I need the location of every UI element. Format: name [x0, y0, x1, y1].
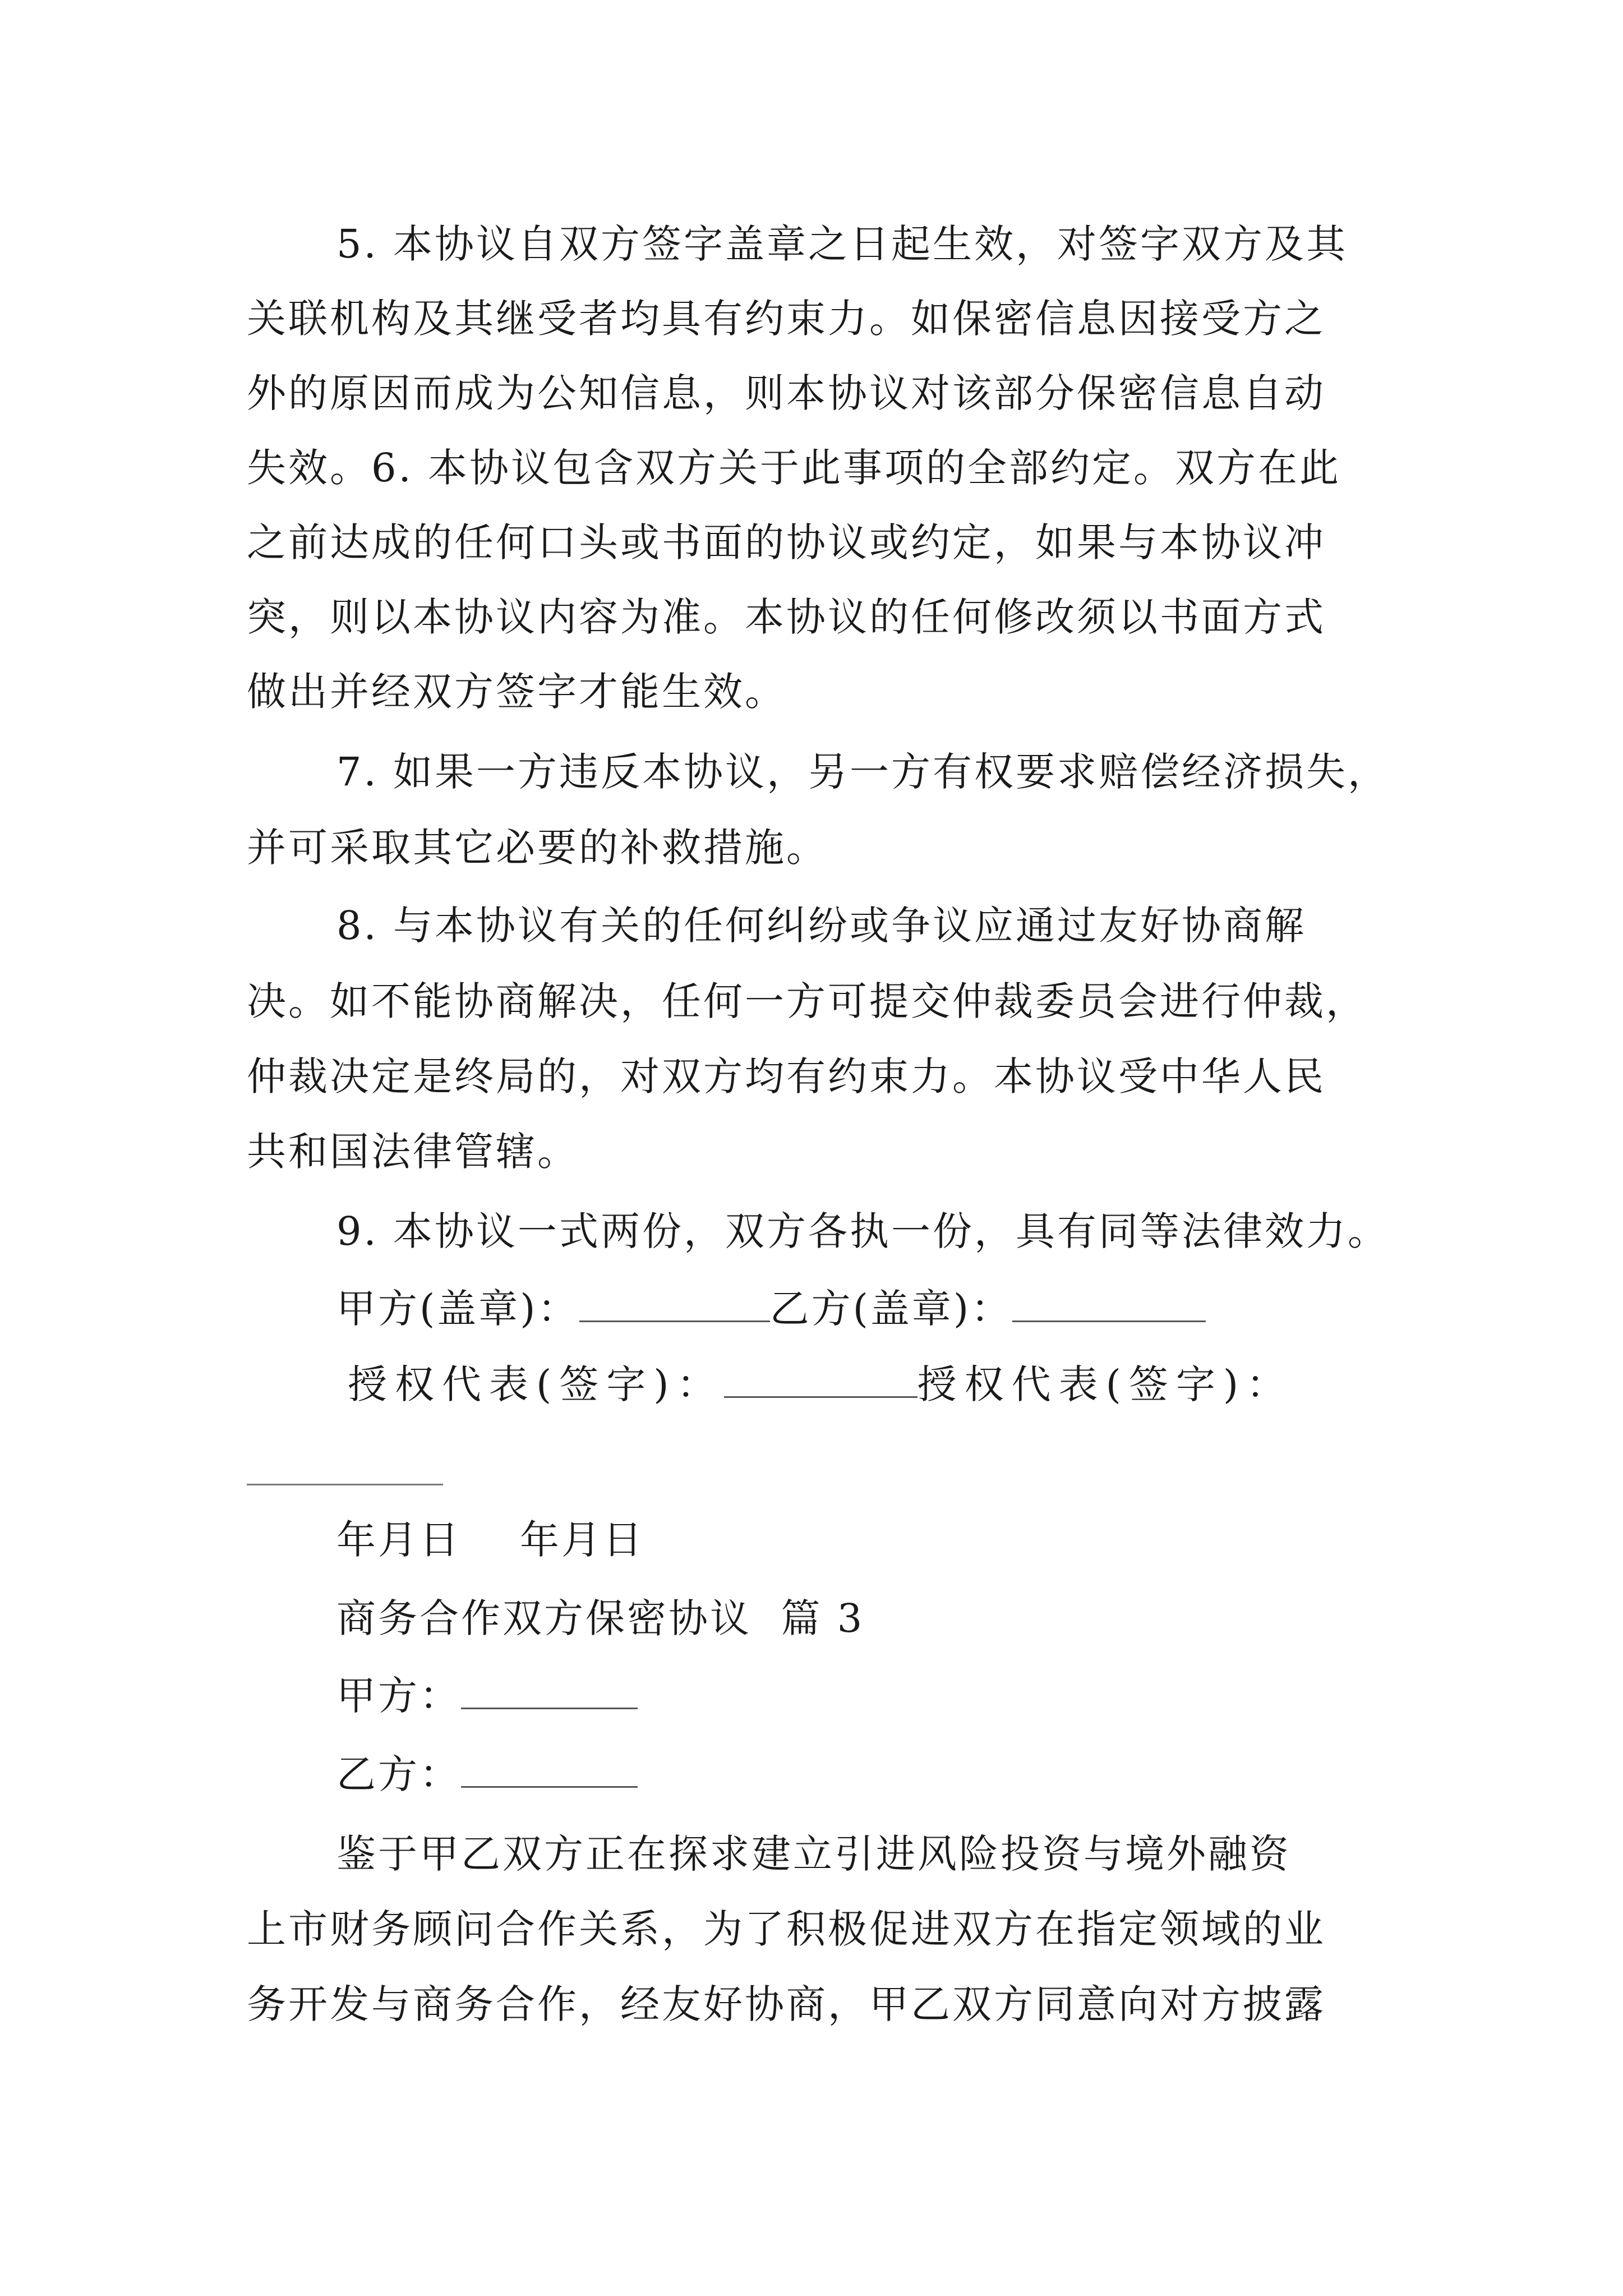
text-line: 9. 本协议一式两份，双方各执一份，具有同等法律效力。 [336, 1208, 1390, 1254]
text-line: 上市财务顾问合作关系，为了积极促进双方在指定领域的业 [247, 1906, 1326, 1952]
date-line: 年月日 年月日 [336, 1517, 645, 1563]
text-line: 5. 本协议自双方签字盖章之日起生效，对签字双方及其 [336, 221, 1348, 267]
party-a-seal-row [336, 1286, 1206, 1332]
text-line: 失效。6. 本协议包含双方关于此事项的全部约定。双方在此 [247, 445, 1341, 491]
representative-row [348, 1361, 1294, 1407]
party-a-seal-blank [579, 1289, 770, 1322]
rep-b-label: 授权代表(签字)： [917, 1361, 1294, 1407]
party-b-blank [461, 1755, 638, 1788]
rep-a-label: 授权代表(签字)： [348, 1361, 724, 1407]
party-b-seal-label: 乙方(盖章)： [769, 1286, 1013, 1332]
text-line: 8. 与本协议有关的任何纠纷或争议应通过友好协商解 [336, 903, 1307, 949]
party-b-label: 乙方： [336, 1751, 461, 1797]
text-line: 决。如不能协商解决，任何一方可提交仲裁委员会进行仲裁， [247, 978, 1367, 1024]
text-line: 共和国法律管辖。 [247, 1129, 579, 1175]
text-line: 鉴于甲乙双方正在探求建立引进风险投资与境外融资 [336, 1831, 1291, 1877]
rep-a-blank [724, 1365, 917, 1398]
text-line: 做出并经双方签字才能生效。 [247, 669, 786, 715]
party-a-label: 甲方： [336, 1673, 461, 1719]
rep-b-blank [247, 1484, 443, 1485]
text-line: 之前达成的任何口头或书面的协议或约定，如果与本协议冲 [247, 519, 1326, 565]
text-line: 并可采取其它必要的补救措施。 [247, 825, 828, 871]
text-line: 务开发与商务合作，经友好协商，甲乙双方同意向对方披露 [247, 1981, 1326, 2027]
text-line: 仲裁决定是终局的，对双方均有约束力。本协议受中华人民 [247, 1053, 1326, 1099]
party-a-blank [461, 1676, 638, 1709]
text-line: 关联机构及其继受者均具有约束力。如保密信息因接受方之 [247, 296, 1326, 342]
party-b-row [336, 1751, 638, 1797]
text-line: 外的原因而成为公知信息，则本协议对该部分保密信息自动 [247, 370, 1326, 416]
text-line: 突，则以本协议内容为准。本协议的任何修改须以书面方式 [247, 594, 1326, 640]
text-line: 7. 如果一方违反本协议，另一方有权要求赔偿经济损失， [336, 749, 1390, 795]
party-b-seal-blank [1012, 1289, 1206, 1322]
section-title: 商务合作双方保密协议 篇 3 [336, 1595, 865, 1641]
party-a-seal-label: 甲方(盖章)： [336, 1286, 579, 1332]
party-a-row [336, 1673, 638, 1719]
